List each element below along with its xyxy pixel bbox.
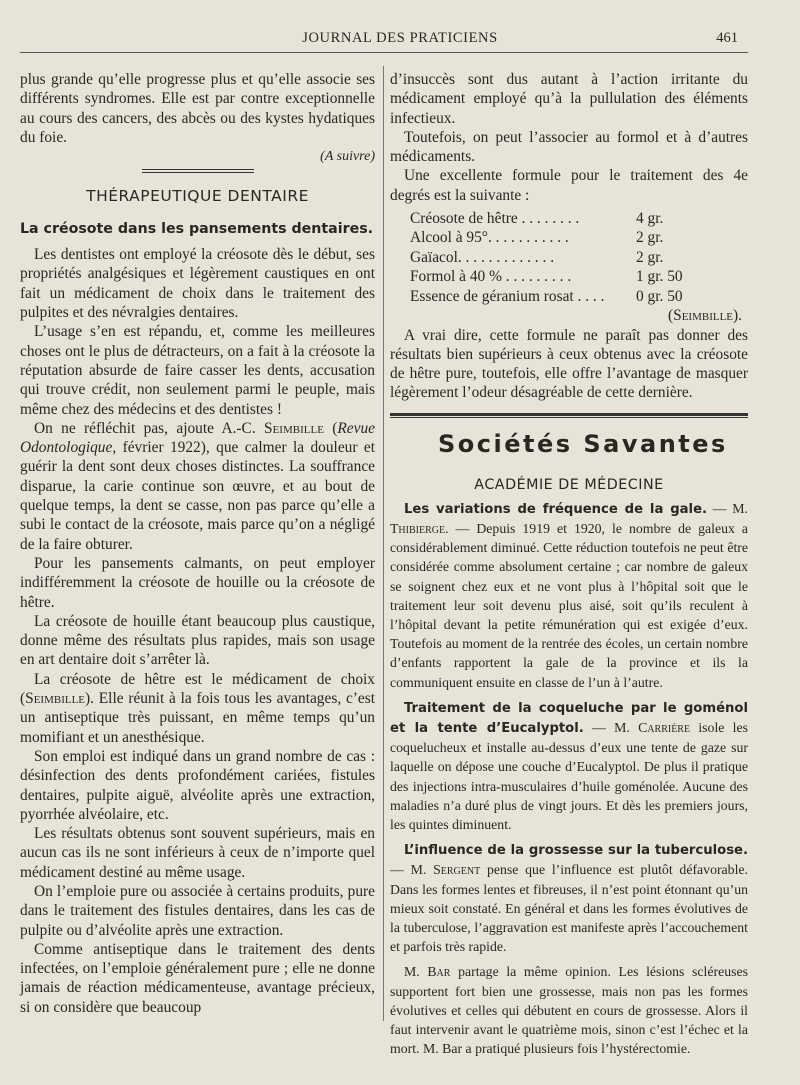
text: La créosote de hêtre est le médicament de choix ( — [20, 670, 375, 708]
paragraph: Une excellente formule pour le traitement des 4e degrés est la suivante : — [390, 167, 748, 204]
quantity: 2 gr. — [636, 248, 664, 266]
header-rule — [20, 52, 748, 53]
item-title: L’influence de la grossesse sur la tuberculose. — [404, 843, 748, 859]
author-name: Sergent — [433, 862, 481, 878]
paragraph: La créosote de houille étant beaucoup plus caustique, donne même des résultats plus rapides, mais son usage en art dentaire doit s’arrêter là. — [20, 612, 375, 669]
ingredient: Gaïacol. . . . . . . . . . . . . — [410, 248, 555, 266]
section-divider — [142, 169, 254, 173]
text: — M. — [390, 862, 434, 878]
text: ( — [323, 419, 338, 437]
paragraph — [20, 670, 375, 747]
ingredient: Essence de géranium rosat . . . . — [410, 287, 605, 305]
section-rule — [390, 413, 748, 418]
paragraph: On l’emploie pure ou associée à certains produits, pure dans le traitement des fistules dentaires, dans les cas de pulpite ou d’alvéolite après une extraction. — [20, 882, 375, 939]
column-divider — [383, 66, 384, 1021]
quantity: 0 gr. 50 — [636, 287, 683, 305]
author-name: Seimbille — [25, 690, 86, 708]
author-name: Carrière — [638, 719, 691, 735]
paragraph: Pour les pansements calmants, on peut employer indifféremment la créosote de houille ou la créosote de hêtre. — [20, 554, 375, 611]
paragraph: A vrai dire, cette formule ne paraît pas donner des résultats bien supérieurs à ceux obtenus avec la créosote de hêtre pure, toutefois, elle offre l’avantage de masquer légèrement l’odeur désagréable de cette dernière. — [390, 326, 748, 402]
paragraph: Son emploi est indiqué dans un grand nombre de cas : désinfection des dents profondément cariées, fistules dentaires, pulpite aiguë, alvéolite après une extraction, pyorrhée alvéolaire, etc. — [20, 747, 375, 823]
formula-row — [410, 228, 748, 247]
intro-paragraph: plus grande qu’elle progresse plus et qu’elle associe ses différents syndromes. Elle est par contre exceptionnelle au cours des cancers, des abcès ou des kystes hydatiques du foie. — [20, 71, 375, 146]
paragraph — [390, 499, 748, 692]
paragraph: Comme antiseptique dans le traitement des dents infectées, on l’emploie généralement pure ; elle ne donne jamais de réaction médicamenteuse, avantage précieux, si on considère que beaucoup — [20, 940, 375, 1016]
academie-heading: ACADÉMIE DE MÉDECINE — [474, 476, 664, 493]
text: isole les coquelucheux et installe au-dessus d’eux une tente de gaze sur laquelle on dépose une couche d’Eucalyptol. De plus il pratique des injections intra-musculaires d’huile goménolée. Aucune des maladies n’a duré plus de vingt jours. Et dès les premiers jours, les quintes diminuent. — [390, 719, 748, 832]
article-title: La créosote dans les pansements dentaires. — [20, 221, 374, 238]
formula-row — [410, 287, 748, 306]
author-name: Seimbille — [264, 419, 324, 437]
paragraph: Les résultats obtenus sont souvent supérieurs, mais en aucun cas ils ne sont inférieurs à ceux de n’importe quel médicament destiné au même usage. — [20, 825, 375, 881]
societes-heading: Sociétés Savantes — [438, 429, 728, 458]
formula-row — [410, 267, 748, 286]
paragraph — [390, 840, 748, 956]
paragraph: Les dentistes ont employé la créosote dès le début, ses propriétés analgésiques et légèrement caustiques en ont fait un médicament de choix dans le traitement des pulpites et des névralgies dentaires. — [20, 246, 375, 322]
to-be-continued: (A suivre) — [320, 149, 375, 165]
text: ). Elle réunit à la fois tous les avantages, c’est un antiseptique très puissant, en même temps qu’un momifiant et un anesthésique. — [20, 690, 375, 746]
ingredient: Alcool à 95°. . . . . . . . . . . — [410, 229, 569, 247]
quantity: 2 gr. — [636, 229, 664, 247]
formula-table — [410, 209, 748, 325]
formula-row — [410, 248, 748, 267]
text: — M. — [707, 500, 748, 516]
left-column — [20, 70, 375, 1017]
paragraph — [390, 962, 748, 1058]
item-title: Traitement de la coqueluche par le goménol et la tente d’Eucalyptol. — [390, 700, 748, 736]
text: , février 1922), que calmer la douleur et guérir la dent sont deux choses distinctes. La souffrance disparue, la carie continue son œuvre, et au bout de quelque temps, la dent se casse, non pas parce qu’elle a subi le contact de la créosote, mais parce qu’on a négligé de la faire obturer. — [20, 439, 375, 553]
paragraph: L’usage s’en est répandu, et, comme les meilleures choses ont le plus de détracteurs, on a fait à la créosote la réputation absurde de faire casser les dents, accusation qui trouve crédit, non seulement parmi le peuple, mais même chez des médecins et des dentistes ! — [20, 323, 375, 418]
journal-title: JOURNAL DES PRATICIENS — [302, 30, 498, 46]
quantity: 4 gr. — [636, 210, 664, 228]
journal-name: Revue Odontologique — [20, 419, 375, 457]
section-heading: THÉRAPEUTIQUE DENTAIRE — [86, 187, 309, 206]
ingredient: Formol à 40 % . . . . . . . . . — [410, 268, 572, 286]
text: pense que l’influence est plutôt défavorable. Dans les formes lentes et fibreuses, il n’est point étonnant qu’un mieux soit constaté. En général et dans les formes évolutives de la tuberculose, l’aggravation est manifeste après l’accouchement et parfois très rapide. — [390, 862, 748, 955]
paragraph: d’insuccès sont dus autant à l’action irritante du médicament employé qu’à la pullulation des éléments infectieux. — [390, 71, 748, 127]
text: — M. — [583, 719, 639, 735]
formula-source: (Seimbille). — [668, 307, 742, 325]
paragraph — [390, 698, 748, 834]
text: partage la même opinion. Les lésions scléreuses supportent fort bien une grossesse, mais non pas les formes évolutives et celles qui débutent en cours de grossesse. Alors il faut intervenir avant le quatrième mois, sinon c’est l’échec et la mort. M. Bar a pratiqué plusieurs fois l’hystérectomie. — [390, 964, 748, 1057]
text: M. — [404, 964, 428, 980]
formula-row — [410, 209, 748, 228]
paragraph: Toutefois, on peut l’associer au formol et à d’autres médicaments. — [390, 128, 748, 166]
ingredient: Créosote de hêtre . . . . . . . . — [410, 210, 580, 228]
paragraph — [20, 419, 375, 554]
running-head — [0, 30, 800, 54]
page-number: 461 — [716, 30, 738, 46]
right-column — [390, 70, 748, 1058]
text: . — Depuis 1919 et 1920, le nombre de galeux a considérablement diminué. Cette réduction toutefois ne peut être considérée comme absolument certaine ; car nombre de galeux se soignent chez eux et ne vont plus à l’hôpital soit que le traitement leur soit devenu plus aisé, soit qu’ils reculent à l’hôpital devant la petite rémunération qui est exigée d’eux. Toutefois au moment de la rentrée des écoles, un certain nombre d’enfants rapportent la gale de la province et ils la communiquent ensuite en classe de l’un à l’autre. — [390, 520, 748, 690]
item-title: Les variations de fréquence de la gale. — [404, 501, 708, 517]
author-name: Bar — [427, 964, 451, 980]
quantity: 1 gr. 50 — [636, 268, 683, 286]
text: On ne réfléchit pas, ajoute A.-C. — [34, 419, 265, 437]
author-name: Thibierge — [390, 520, 446, 536]
